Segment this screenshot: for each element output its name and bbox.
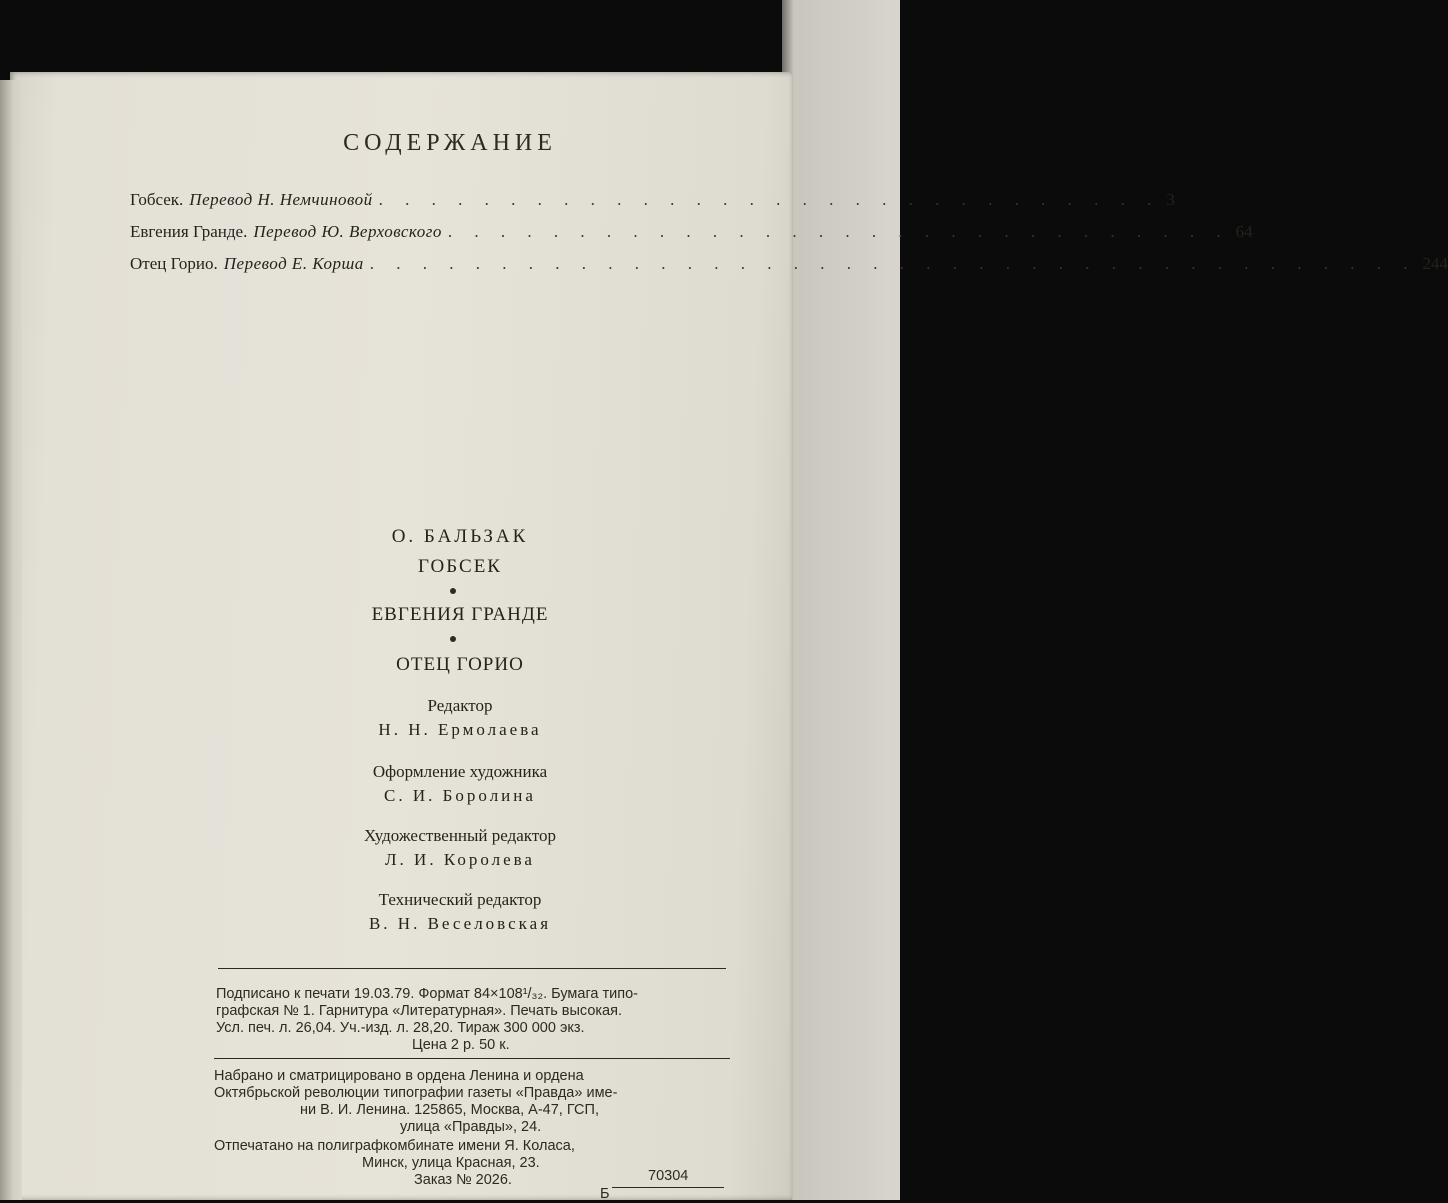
imprint-typeset-line: Набрано и сматрицировано в ордена Ленина и ордена [214, 1068, 584, 1084]
imprint-print-line: графская № 1. Гарнитура «Литературная». Печать высокая. [216, 1003, 622, 1019]
toc-heading: СОДЕРЖАНИЕ [343, 130, 557, 156]
separator-dot [450, 588, 456, 594]
toc-work-title: Отец Горио. [130, 254, 218, 273]
imprint-code-fraction-line [612, 1187, 724, 1188]
toc-page-number: 244 [1422, 254, 1448, 273]
toc-leader-dots: . . . . . . . . . . . . . . . . . . . . . . . . . . . . . . [447, 222, 1230, 241]
toc-translator: Перевод Н. Немчиновой [189, 190, 373, 209]
imprint-code-number: 70304 [648, 1168, 689, 1184]
credit-name-tech-editor: В. Н. Веселовская [368, 914, 552, 933]
toc-entry [130, 190, 1175, 214]
imprint-printed-line: Заказ № 2026. [414, 1172, 512, 1188]
toc-translator: Перевод Е. Корша [223, 254, 364, 273]
imprint-rule [214, 1058, 730, 1059]
imprint-price: Цена 2 р. 50 к. [412, 1037, 510, 1053]
toc-leader-dots: . . . . . . . . . . . . . . . . . . . . . . . . . . . . . . . . . . . . . . . . [369, 254, 1417, 273]
toc-page-number: 3 [1166, 190, 1175, 209]
credit-name-editor: Н. Н. Ермолаева [378, 720, 542, 739]
credit-role-artist: Оформление художника [372, 762, 548, 781]
book-title-eugenie-grandet: ЕВГЕНИЯ ГРАНДЕ [371, 604, 549, 625]
imprint-typeset-line: Октябрьской революции типографии газеты «Правда» име- [214, 1085, 618, 1101]
imprint-typeset-line: ни В. И. Ленина. 125865, Москва, А-47, ГСП, [300, 1102, 599, 1118]
page-spine-edge [0, 80, 22, 1200]
imprint-print-line: Усл. печ. л. 26,04. Уч.-изд. л. 28,20. Тираж 300 000 экз. [216, 1020, 585, 1036]
imprint-rule [218, 968, 726, 969]
toc-entry [130, 254, 1448, 278]
toc-translator: Перевод Ю. Верховского [253, 222, 442, 241]
credit-role-editor: Редактор [427, 696, 493, 715]
credit-role-tech-editor: Технический редактор [378, 890, 542, 909]
book-title-gobseck: ГОБСЕК [418, 556, 502, 577]
facing-page-edge [782, 0, 900, 1200]
imprint-code-prefix: Б [600, 1186, 610, 1202]
credit-role-art-editor: Художественный редактор [363, 826, 557, 845]
toc-work-title: Гобсек. [130, 190, 184, 209]
imprint-typeset-line: улица «Правды», 24. [400, 1119, 542, 1135]
book-author: О. БАЛЬЗАК [391, 526, 529, 547]
imprint-printed-line: Минск, улица Красная, 23. [362, 1155, 540, 1171]
toc-work-title: Евгения Гранде. [130, 222, 248, 241]
toc-page-number: 64 [1235, 222, 1253, 241]
credit-name-art-editor: Л. И. Королева [385, 850, 535, 869]
separator-dot [450, 636, 456, 642]
book-title-pere-goriot: ОТЕЦ ГОРИО [396, 654, 524, 675]
imprint-print-line: Подписано к печати 19.03.79. Формат 84×108¹/₃₂. Бумага типо- [216, 986, 639, 1002]
toc-leader-dots: . . . . . . . . . . . . . . . . . . . . . . . . . . . . . . [378, 190, 1161, 209]
credit-name-artist: С. И. Боролина [384, 786, 536, 805]
toc-entry [130, 222, 1253, 246]
imprint-printed-line: Отпечатано на полиграфкомбинате имени Я. Коласа, [214, 1138, 575, 1154]
